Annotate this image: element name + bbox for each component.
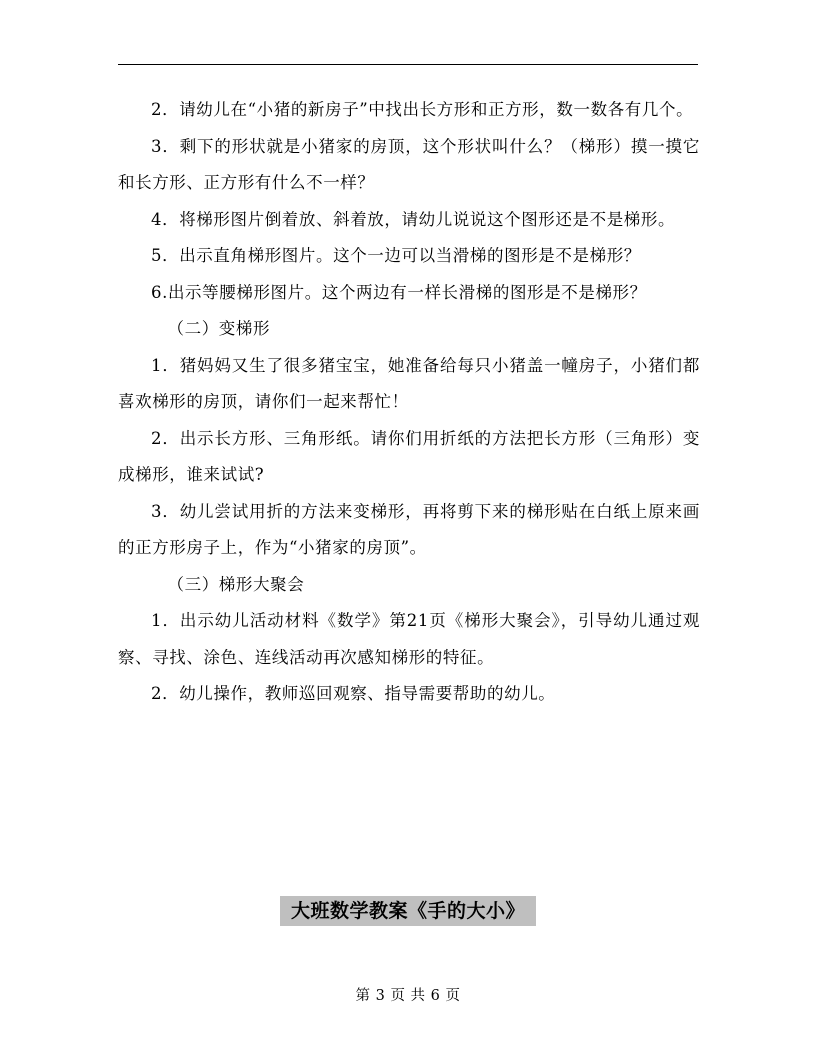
document-body [118,92,700,713]
paragraph: 2．幼儿操作，教师巡回观察、指导需要帮助的幼儿。 [151,684,556,703]
header-rule [118,64,698,65]
paragraph: 3．剩下的形状就是小猪家的房顶，这个形状叫什么？（梯形）摸一摸它和长方形、正方形有什么不一样？ [118,136,700,192]
paragraph: 6.出示等腰梯形图片。这个两边有一样长滑梯的图形是不是梯形？ [151,282,647,302]
page-footer: 第 3 页 共 6 页 [355,988,461,1004]
paragraph: 5．出示直角梯形图片。这个一边可以当滑梯的图形是不是梯形？ [151,246,641,265]
paragraph: 2．出示长方形、三角形纸。请你们用折纸的方法把长方形（三角形）变成梯形，谁来试试? [118,428,700,484]
section-heading: （二）变梯形 [167,319,271,338]
paragraph: 1．出示幼儿活动材料《数学》第21页《梯形大聚会》，引导幼儿通过观察、寻找、涂色、连线活动再次感知梯形的特征。 [118,611,700,667]
next-lesson-title: 大班数学教案《手的大小》 [280,896,536,926]
section-heading: （三）梯形大聚会 [167,574,305,594]
paragraph: 1．猪妈妈又生了很多猪宝宝，她准备给每只小猪盖一幢房子，小猪们都喜欢梯形的房顶，请你们一起来帮忙！ [118,355,700,411]
paragraph: 4．将梯形图片倒着放、斜着放，请幼儿说说这个图形还是不是梯形。 [151,209,676,229]
paragraph: 2．请幼儿在“小猪的新房子”中找出长方形和正方形，数一数各有几个。 [151,100,694,119]
paragraph: 3．幼儿尝试用折的方法来变梯形，再将剪下来的梯形贴在白纸上原来画的正方形房子上，作为“小猪家的房顶”。 [118,501,700,557]
